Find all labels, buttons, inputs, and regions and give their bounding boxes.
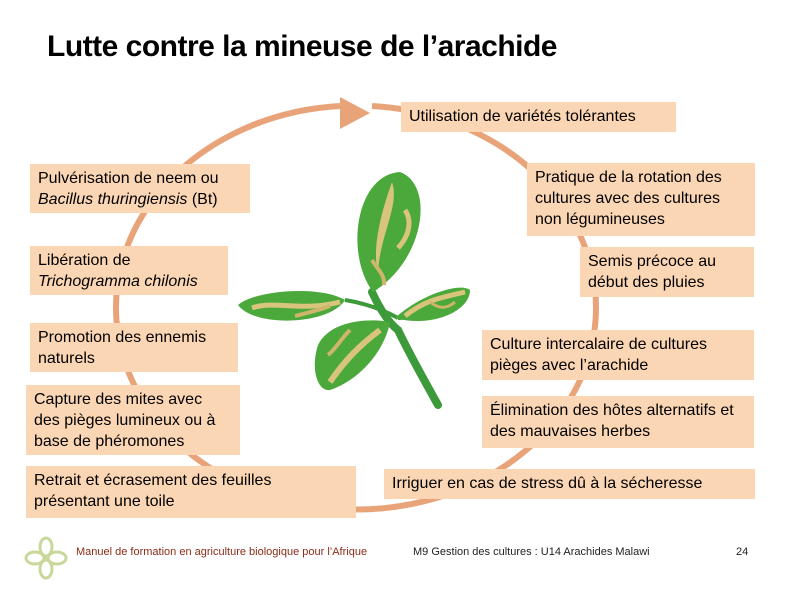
manual-logo-icon — [24, 536, 68, 580]
method-box-tolerant-varieties — [401, 102, 676, 132]
method-text: Promotion des ennemis naturels — [38, 329, 207, 367]
footer-manual-title: Manuel de formation en agriculture biologique pour l’Afrique — [76, 546, 368, 558]
method-box-weed-removal — [482, 396, 754, 448]
method-text-italic: Bacillus thuringiensis — [38, 191, 188, 208]
method-text: Utilisation de variétés tolérantes — [409, 108, 636, 125]
slide-title: Lutte contre la mineuse de l’arachide — [47, 30, 557, 63]
method-box-irrigation — [384, 469, 755, 499]
arrow-head — [340, 97, 370, 129]
method-box-leaf-removal — [26, 466, 356, 518]
method-text: Pulvérisation de neem ou — [38, 170, 219, 187]
method-text: Irriguer en cas de stress dû à la sécheresse — [392, 475, 703, 492]
method-text: Libération de — [38, 252, 131, 269]
method-box-early-sowing — [580, 247, 754, 297]
method-box-traps — [26, 385, 240, 455]
method-text: Culture intercalaire de cultures pièges avec l’arachide — [490, 336, 707, 374]
method-text: Semis précoce au début des pluies — [588, 253, 717, 291]
method-text: Pratique de la rotation des cultures avec des cultures non légumineuses — [535, 169, 722, 228]
page-number: 24 — [736, 546, 749, 558]
method-text: Retrait et écrasement des feuilles présentant une toile — [34, 472, 272, 510]
method-text-italic: Trichogramma chilonis — [38, 273, 198, 290]
method-text: (Bt) — [187, 191, 218, 208]
method-box-rotation — [527, 163, 755, 236]
groundnut-plant-icon — [238, 172, 470, 405]
method-box-intercropping — [482, 330, 754, 380]
method-text: Élimination des hôtes alternatifs et des mauvaises herbes — [490, 402, 734, 440]
method-text: Capture des mites avec des pièges lumineux ou à base de phéromones — [34, 391, 216, 450]
method-box-trichogramma — [30, 246, 228, 295]
footer-module: M9 Gestion des cultures : U14 Arachides Malawi — [413, 546, 650, 558]
method-box-neem — [30, 164, 250, 213]
method-box-natural-enemies — [30, 323, 238, 372]
